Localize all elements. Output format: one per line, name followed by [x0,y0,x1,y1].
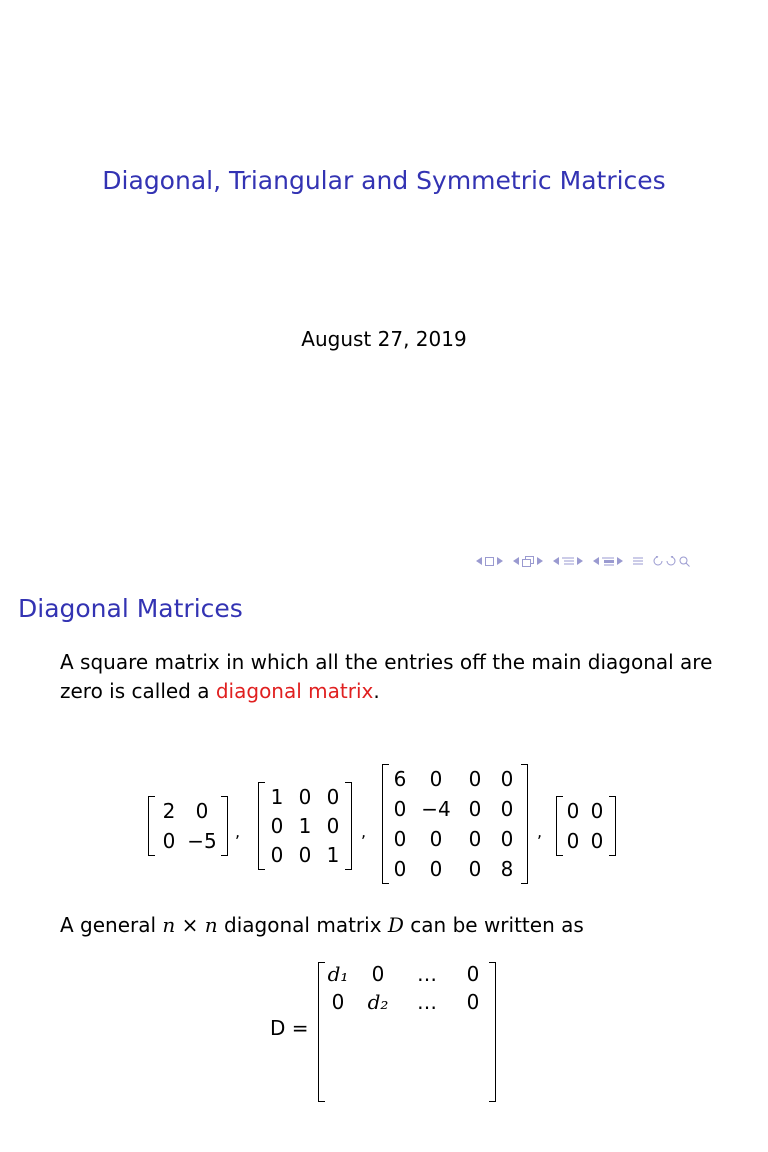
matrix-entry: 0 [270,813,284,838]
nav-left-arrow-icon[interactable] [513,557,519,565]
math-n: n [204,913,218,937]
matrix-entry: 0 [429,767,443,791]
matrix-entry: 0 [371,962,385,986]
presentation-title: Diagonal, Triangular and Symmetric Matrices [102,166,666,195]
matrix-entry: 0 [468,857,482,881]
matrix-entry: 0 [468,797,482,821]
matrix-entry: 0 [298,843,312,868]
general-form-paragraph [60,911,720,940]
general-matrix-grid [318,962,496,1014]
nav-right-arrow-icon[interactable] [577,557,583,565]
nav-left-arrow-icon[interactable] [476,557,482,565]
nav-subsection-group[interactable] [513,556,543,567]
matrix-entry: 0 [468,827,482,851]
matrix-entry: 0 [326,813,340,838]
example-matrices [0,764,768,892]
definition-paragraph [60,648,720,706]
matrix-entry: d₂ [367,990,389,1014]
matrix-entry: 0 [566,799,580,823]
matrix-entry: 0 [500,797,514,821]
general-text-a: A general [60,913,163,937]
matrix-entry: 0 [326,784,340,809]
presentation-date: August 27, 2019 [301,327,467,351]
math-D: D [387,913,404,937]
matrix-entry: 0 [466,962,480,986]
matrix-entry: 0 [590,799,604,823]
nav-right-arrow-icon[interactable] [537,557,543,565]
matrix-entry: 0 [500,767,514,791]
nav-search-group[interactable] [653,556,690,567]
matrix-entry: 0 [298,784,312,809]
matrix-entry: 0 [331,990,345,1014]
matrix-entry: −5 [187,829,217,853]
nav-left-arrow-icon[interactable] [593,557,599,565]
nav-back-icon[interactable] [653,556,663,566]
nav-frame-group[interactable] [476,557,503,566]
math-times: × [175,913,205,937]
matrix-entry: 0 [393,797,407,821]
example-matrix-1 [148,796,228,856]
math-n: n [162,913,176,937]
nav-right-arrow-icon[interactable] [617,557,623,565]
matrix-entry: 0 [429,827,443,851]
nav-presentation-icon[interactable] [602,556,614,566]
nav-presentation-group[interactable] [593,556,623,566]
nav-toc-group[interactable] [633,556,643,566]
left-bracket [318,962,325,1102]
matrix-entry: 0 [429,857,443,881]
general-matrix [318,962,496,1102]
example-matrix-4 [556,796,616,856]
nav-forward-icon[interactable] [666,556,676,566]
matrix-entry: 0 [468,767,482,791]
matrix-separator: , [235,822,241,841]
defined-term: diagonal matrix [215,679,374,703]
matrix-entry: 1 [326,843,340,868]
matrix-entry: … [417,990,437,1014]
nav-right-arrow-icon[interactable] [497,557,503,565]
matrix-separator: , [537,822,543,841]
matrix-entry: 1 [298,813,312,838]
matrix-entry: −4 [421,797,451,821]
nav-frame-icon[interactable] [485,557,494,566]
matrix-entry: 0 [393,857,407,881]
nav-left-arrow-icon[interactable] [553,557,559,565]
nav-search-icon[interactable] [679,556,690,567]
right-bracket [489,962,496,1102]
matrix-entry: 0 [393,827,407,851]
matrix-entry: 2 [162,799,176,823]
matrix-entry: 0 [500,827,514,851]
nav-toc-icon[interactable] [633,556,643,566]
general-text-b: diagonal matrix [217,913,388,937]
example-matrix-3 [382,764,528,884]
nav-subsection-icon[interactable] [522,556,534,567]
definition-text: A square matrix in which all the entries off the main diagonal are zero is called a [60,650,713,703]
matrix-entry: 0 [162,829,176,853]
matrix-entry: 0 [270,843,284,868]
matrix-entry: 0 [466,990,480,1014]
matrix-entry: d₁ [327,962,349,986]
definition-period: . [373,679,380,703]
matrix-entry: … [417,962,437,986]
matrix-lhs: D = [270,1016,309,1040]
matrix-entry: 8 [500,857,514,881]
matrix-separator: , [361,822,367,841]
nav-section-group[interactable] [553,556,583,566]
beamer-navigation-bar [476,553,766,569]
matrix-entry: 1 [270,784,284,809]
example-matrix-2 [258,782,352,870]
content-slide [0,576,768,1152]
general-text-c: can be written as [403,913,584,937]
matrix-entry: 0 [195,799,209,823]
nav-section-icon[interactable] [562,556,574,566]
matrix-entry: 0 [566,829,580,853]
matrix-entry: 6 [393,767,407,791]
slide-title: Diagonal Matrices [18,594,243,623]
matrix-entry: 0 [590,829,604,853]
